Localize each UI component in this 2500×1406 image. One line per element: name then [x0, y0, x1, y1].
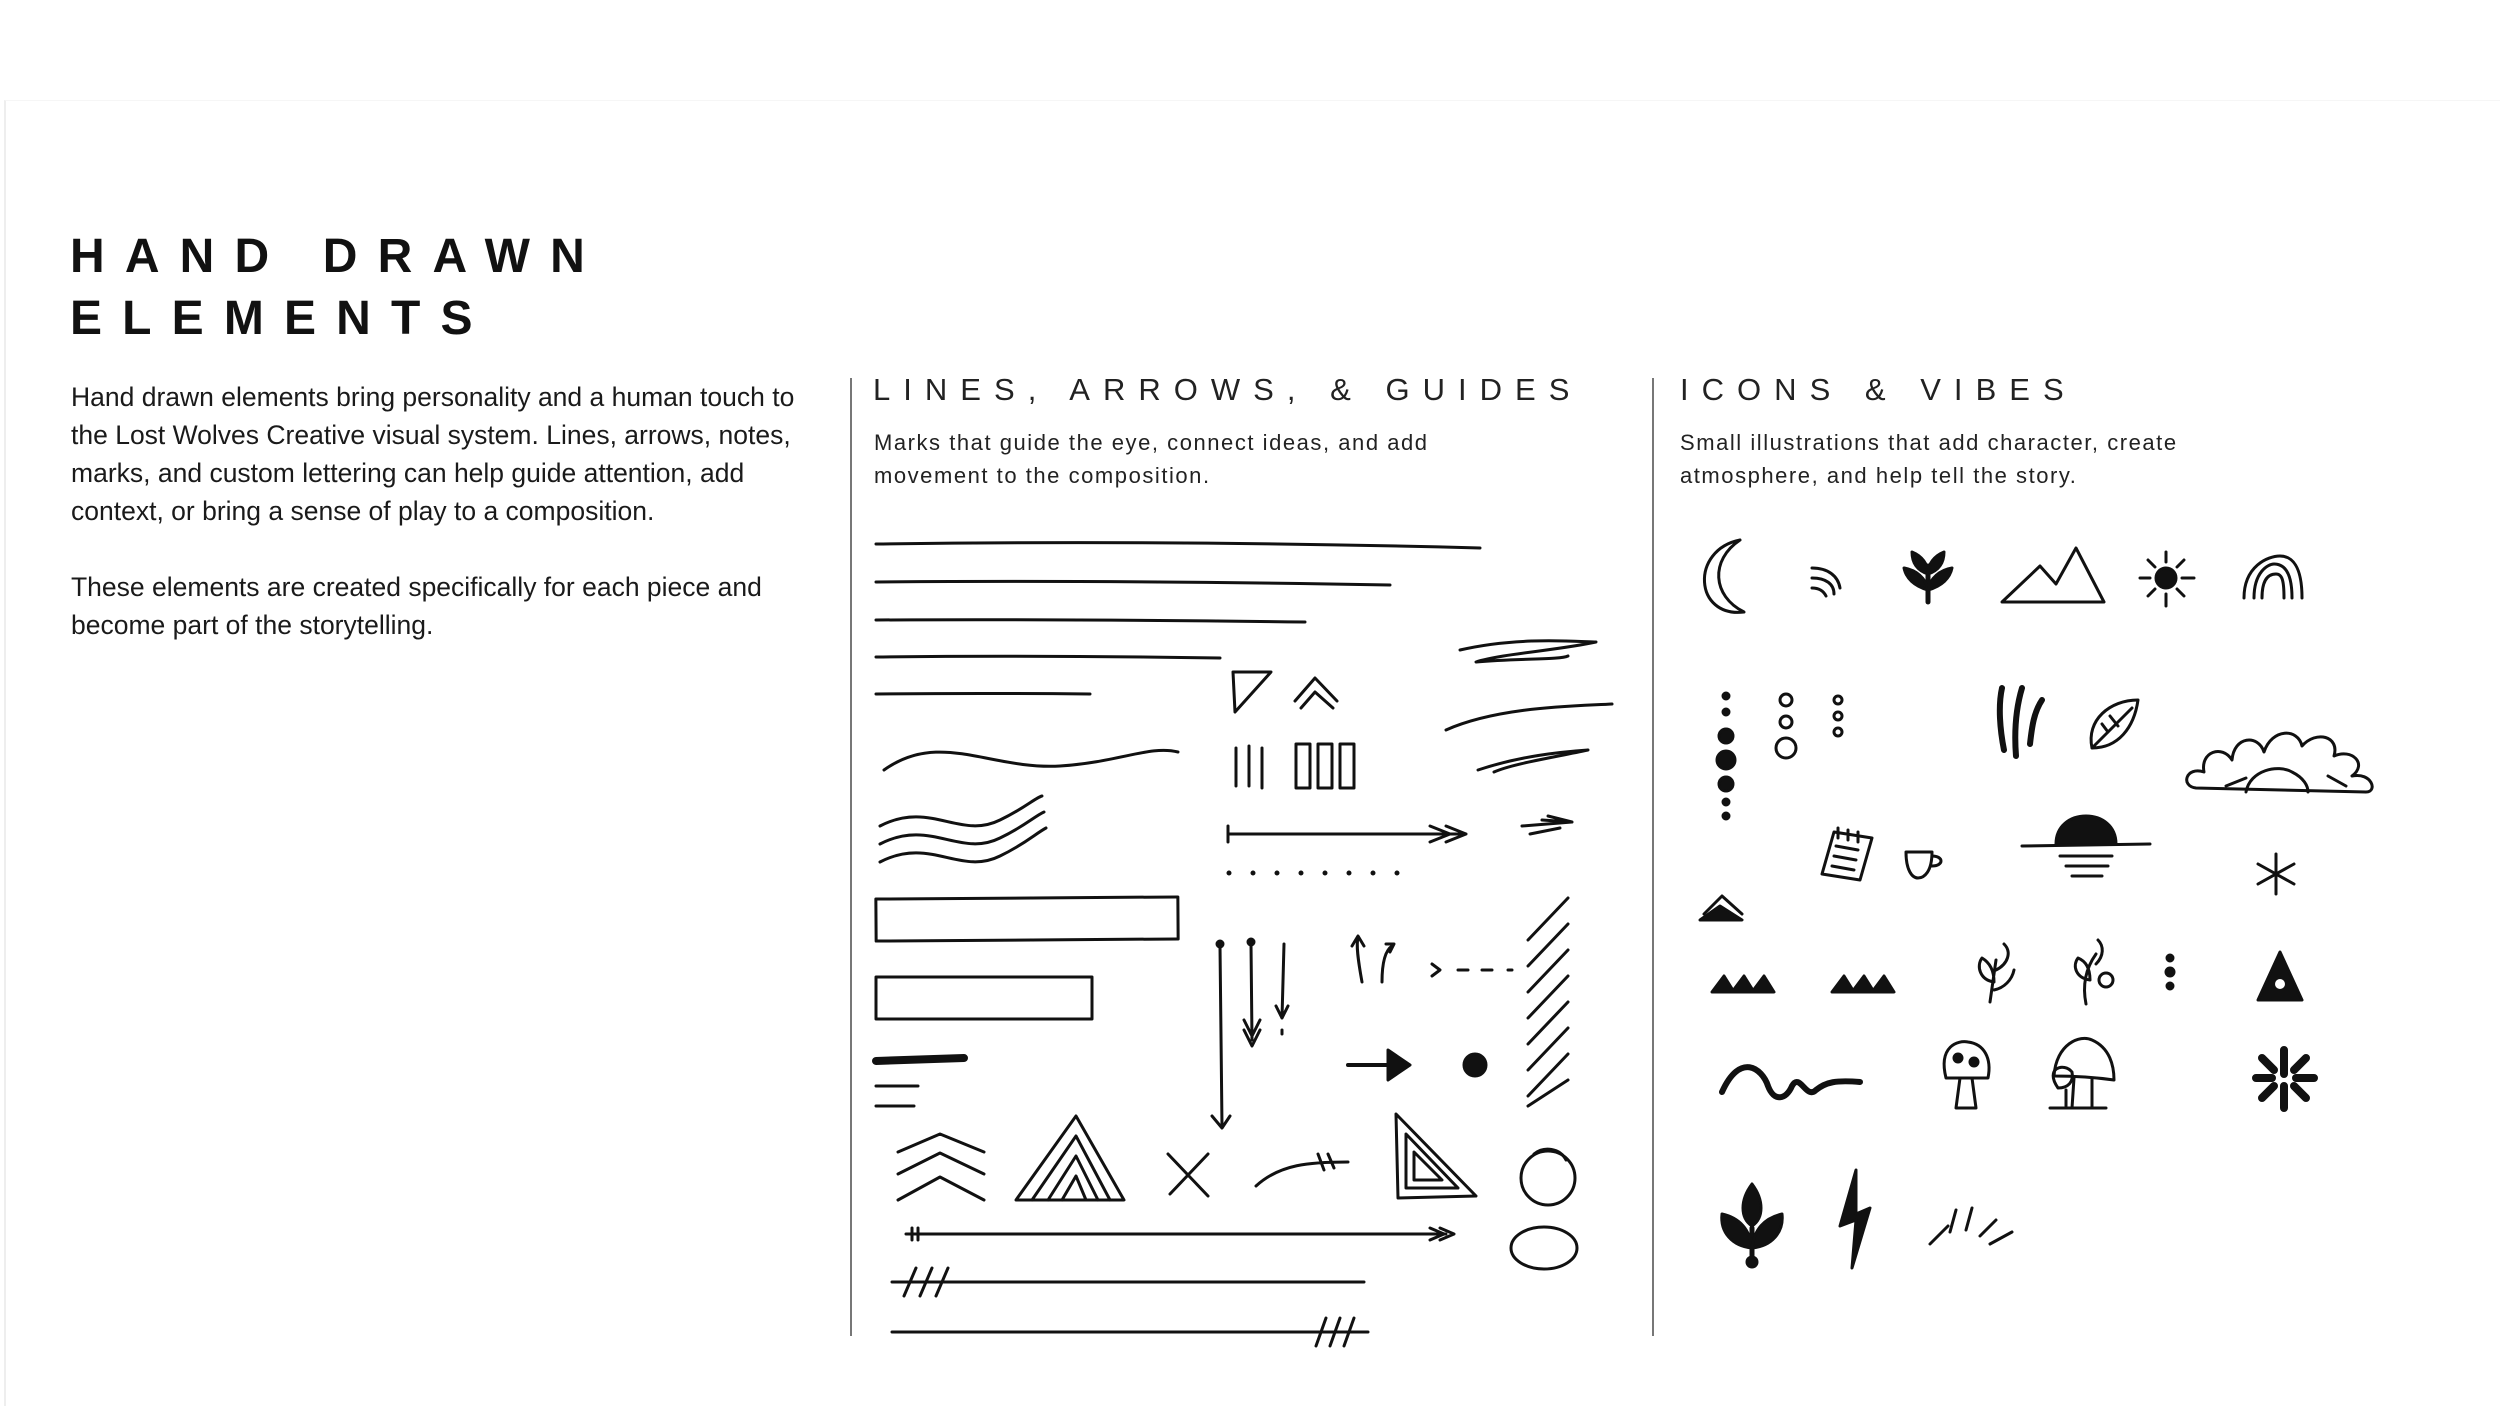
intro-text: [71, 378, 831, 682]
icons-section-description: Small illustrations that add character, create atmosphere, and help tell the story.: [1680, 430, 2178, 488]
title-line-1: HAND DRAWN: [70, 230, 605, 283]
lines-section-description: Marks that guide the eye, connect ideas, and add movement to the composition.: [874, 430, 1429, 488]
intro-paragraph-1: Hand drawn elements bring personality and a human touch to the Lost Wolves Creative visual system. Lines, arrows, notes, marks, and custom lettering can help guide attention, add context, or bring a sense of play to a composition.: [71, 382, 795, 526]
intro-paragraph-2: These elements are created specifically for each piece and become part of the storytelling.: [71, 572, 762, 640]
title-line-2: ELEMENTS: [70, 292, 493, 345]
page-title: [70, 226, 605, 350]
lines-section-heading: LINES, ARROWS, & GUIDES: [873, 372, 1583, 407]
column-divider-left: [850, 378, 852, 1336]
column-divider-right: [1652, 378, 1654, 1336]
icons-section-heading: ICONS & VIBES: [1680, 372, 2077, 407]
